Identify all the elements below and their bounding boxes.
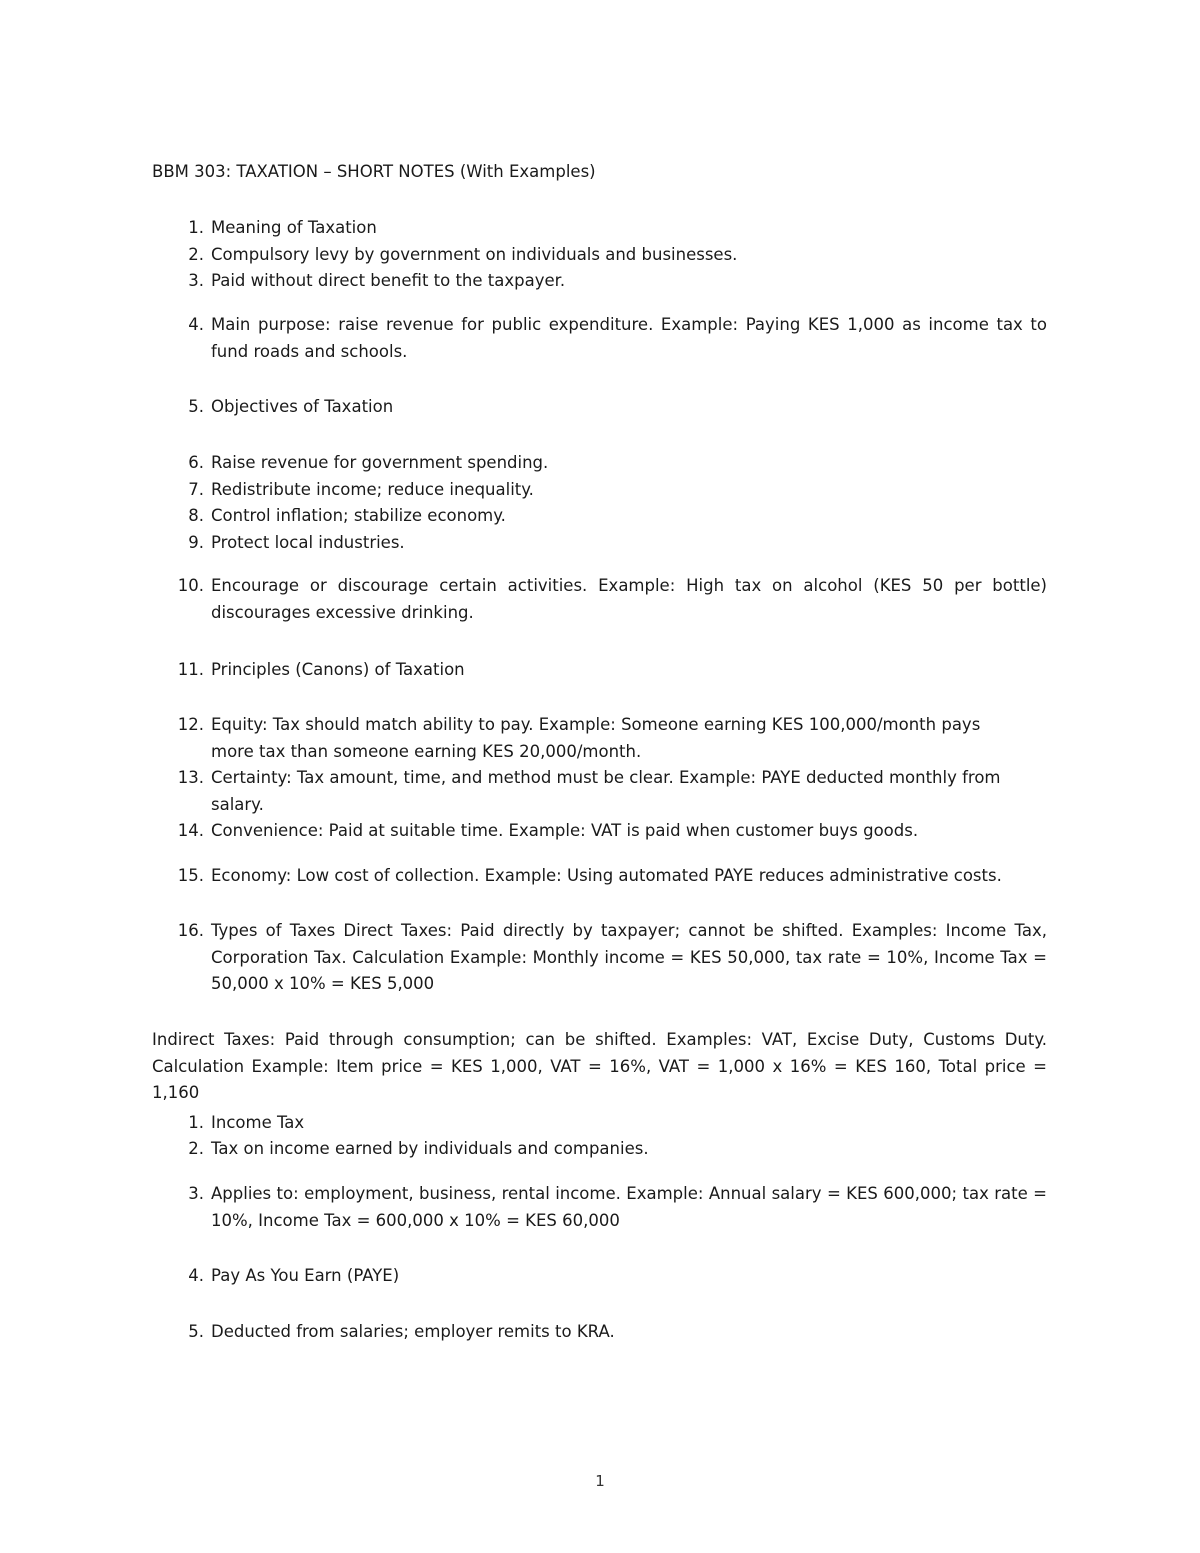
list-item bbox=[152, 1136, 1047, 1163]
list-item-number: 2. bbox=[188, 245, 204, 264]
list-item-number: 1. bbox=[188, 218, 204, 237]
list-item bbox=[152, 712, 1047, 765]
list-item-text: Income Tax bbox=[211, 1113, 305, 1132]
list-item-number: 8. bbox=[188, 506, 204, 525]
list-item bbox=[152, 530, 1047, 557]
list-item-text: Control inflation; stabilize economy. bbox=[211, 506, 506, 525]
list-item-text: Redistribute income; reduce inequality. bbox=[211, 480, 534, 499]
list-item-text: Protect local industries. bbox=[211, 533, 405, 552]
list-item bbox=[152, 1263, 1047, 1290]
list-item-number: 10. bbox=[177, 576, 204, 595]
list-item-text: Meaning of Taxation bbox=[211, 218, 377, 237]
list-item-text: Paid without direct benefit to the taxpayer. bbox=[211, 271, 566, 290]
list-item bbox=[152, 268, 1047, 295]
list-item bbox=[152, 765, 1047, 818]
list-item-text: Tax on income earned by individuals and companies. bbox=[211, 1139, 649, 1158]
list-item bbox=[152, 657, 1047, 684]
list-item-number: 3. bbox=[188, 1184, 204, 1203]
list-item bbox=[152, 503, 1047, 530]
document-title: BBM 303: TAXATION – SHORT NOTES (With Examples) bbox=[152, 162, 596, 181]
list-item bbox=[152, 242, 1047, 269]
page-number: 1 bbox=[595, 1472, 605, 1490]
list-item bbox=[152, 1181, 1047, 1234]
list-item-text: Principles (Canons) of Taxation bbox=[211, 660, 465, 679]
list-item-text: Compulsory levy by government on individuals and businesses. bbox=[211, 245, 738, 264]
list-item-text: Raise revenue for government spending. bbox=[211, 453, 549, 472]
indirect-taxes-paragraph: Indirect Taxes: Paid through consumption; can be shifted. Examples: VAT, Excise Duty, Customs Duty. Calculation Example: Item price = KES 1,000, VAT = 16%, VAT = 1,000 x 16% = KES 160, Total price = 1,160 bbox=[152, 1030, 1047, 1102]
list-item bbox=[152, 573, 1047, 626]
list-item-number: 5. bbox=[188, 1322, 204, 1341]
list-item bbox=[152, 1319, 1047, 1346]
list-item bbox=[152, 394, 1047, 421]
list-item-number: 4. bbox=[188, 315, 204, 334]
list-item-text: Main purpose: raise revenue for public expenditure. Example: Paying KES 1,000 as income tax to fund roads and schools. bbox=[211, 315, 1047, 361]
list-item-number: 2. bbox=[188, 1139, 204, 1158]
list-item-number: 1. bbox=[188, 1113, 204, 1132]
list-item-text: Objectives of Taxation bbox=[211, 397, 394, 416]
list-item bbox=[152, 818, 1047, 845]
list-item-number: 13. bbox=[177, 768, 204, 787]
list-item-number: 4. bbox=[188, 1266, 204, 1285]
list-item-text: Encourage or discourage certain activities. Example: High tax on alcohol (KES 50 per bottle) discourages excessive drinking. bbox=[211, 576, 1047, 622]
list-item-number: 7. bbox=[188, 480, 204, 499]
list-item bbox=[152, 918, 1047, 998]
list-item-text: Convenience: Paid at suitable time. Example: VAT is paid when customer buys goods. bbox=[211, 821, 919, 840]
list-item bbox=[152, 1110, 1047, 1137]
list-item-text: Types of Taxes Direct Taxes: Paid directly by taxpayer; cannot be shifted. Examples: Income Tax, Corporation Tax. Calculation Example: Monthly income = KES 50,000, tax rate = 10%, Income Tax = 50,000 x 10% = KES 5,000 bbox=[211, 921, 1047, 993]
list-item-text: Pay As You Earn (PAYE) bbox=[211, 1266, 400, 1285]
list-item bbox=[152, 450, 1047, 477]
list-item-number: 11. bbox=[177, 660, 204, 679]
list-item-number: 14. bbox=[177, 821, 204, 840]
list-item-number: 5. bbox=[188, 397, 204, 416]
list-item bbox=[152, 863, 1047, 890]
list-item-text: Deducted from salaries; employer remits to KRA. bbox=[211, 1322, 615, 1341]
list-item-number: 3. bbox=[188, 271, 204, 290]
list-item bbox=[152, 312, 1047, 365]
list-item-number: 12. bbox=[177, 715, 204, 734]
list-item-number: 6. bbox=[188, 453, 204, 472]
list-item bbox=[152, 215, 1047, 242]
list-item-number: 16. bbox=[177, 921, 204, 940]
list-item-number: 15. bbox=[177, 866, 204, 885]
list-item-text: Equity: Tax should match ability to pay. Example: Someone earning KES 100,000/month pays more tax than someone earning KES 20,000/month. bbox=[211, 715, 981, 761]
list-item-number: 9. bbox=[188, 533, 204, 552]
list-item bbox=[152, 477, 1047, 504]
list-item-text: Applies to: employment, business, rental income. Example: Annual salary = KES 600,000; tax rate = 10%, Income Tax = 600,000 x 10% = KES 60,000 bbox=[211, 1184, 1047, 1230]
list-item-text: Certainty: Tax amount, time, and method must be clear. Example: PAYE deducted monthly from salary. bbox=[211, 768, 1001, 814]
list-item-text: Economy: Low cost of collection. Example: Using automated PAYE reduces administrative costs. bbox=[211, 866, 1002, 885]
